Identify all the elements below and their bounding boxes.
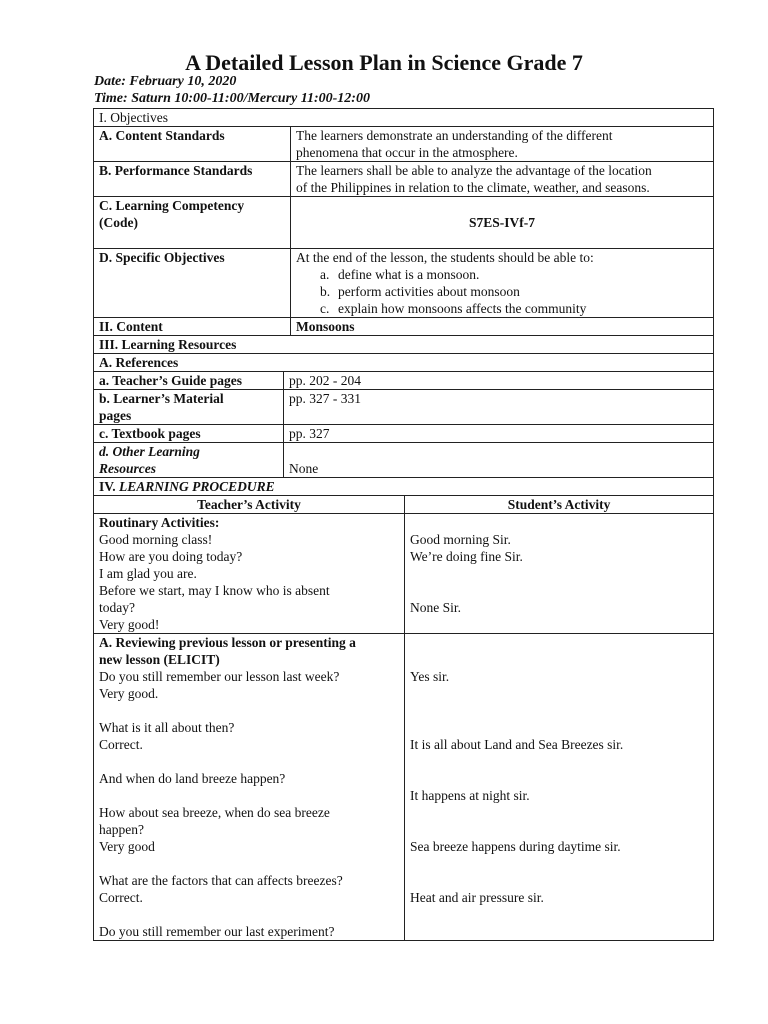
student-line [410, 753, 708, 770]
teacher-line: What is it all about then? [99, 720, 235, 735]
teacher-line [99, 906, 399, 923]
teachers-guide-row [94, 372, 714, 390]
student-line [410, 906, 708, 923]
student-line [410, 804, 708, 821]
textbook-row [94, 425, 714, 443]
competency-label-line: C. Learning Competency [99, 198, 245, 213]
specific-objectives-list [296, 266, 708, 317]
competency-row [94, 197, 714, 249]
content-standards-value [291, 127, 714, 162]
list-marker: c. [320, 301, 330, 316]
elicit-teacher-cell [94, 634, 405, 941]
learners-material-label [94, 390, 284, 425]
teacher-line: today? [99, 600, 135, 615]
student-line: Heat and air pressure sir. [410, 890, 544, 905]
teachers-guide-label: a. Teacher’s Guide pages [94, 372, 284, 390]
teacher-line: Good morning class! [99, 532, 213, 547]
list-marker: a. [320, 267, 330, 282]
content-standards-row [94, 127, 714, 162]
list-item-text: explain how monsoons affects the community [338, 301, 587, 316]
performance-standards-line: of the Philippines in relation to the climate, weather, and seasons. [296, 180, 650, 195]
specific-objectives-row [94, 249, 714, 318]
routinary-label: Routinary Activities: [99, 515, 220, 530]
objectives-heading: I. Objectives [94, 109, 714, 127]
other-resources-label-line: Resources [99, 461, 156, 476]
other-resources-label-line: d. Other Learning [99, 444, 200, 459]
teacher-line: How about sea breeze, when do sea breeze [99, 805, 330, 820]
student-line: None Sir. [410, 600, 462, 615]
performance-standards-label: B. Performance Standards [94, 162, 291, 197]
list-item [320, 283, 708, 300]
teachers-guide-value: pp. 202 - 204 [284, 372, 714, 390]
teacher-line: happen? [99, 822, 144, 837]
other-resources-label [94, 443, 284, 478]
resources-heading-row [94, 336, 714, 354]
content-row [94, 318, 714, 336]
procedure-heading-row [94, 478, 714, 496]
performance-standards-row [94, 162, 714, 197]
performance-standards-value [291, 162, 714, 197]
teacher-line: Correct. [99, 737, 143, 752]
list-marker: b. [320, 284, 331, 299]
student-line: We’re doing fine Sir. [410, 549, 523, 564]
procedure-heading [94, 478, 714, 496]
elicit-row [94, 634, 714, 941]
specific-objectives-value [291, 249, 714, 318]
specific-objectives-intro: At the end of the lesson, the students should be able to: [296, 250, 594, 265]
teacher-line: I am glad you are. [99, 566, 197, 581]
student-line [410, 821, 708, 838]
student-line: It happens at night sir. [410, 788, 530, 803]
lesson-date: Date: February 10, 2020 [94, 74, 237, 89]
textbook-value: pp. 327 [284, 425, 714, 443]
performance-standards-line: The learners shall be able to analyze the advantage of the location [296, 163, 652, 178]
learners-material-row [94, 390, 714, 425]
student-line: Yes sir. [410, 669, 450, 684]
student-line: It is all about Land and Sea Breezes sir. [410, 737, 624, 752]
list-item-text: perform activities about monsoon [338, 284, 520, 299]
resources-heading: III. Learning Resources [94, 336, 714, 354]
student-activity-header: Student’s Activity [405, 496, 714, 514]
learners-material-label-line: b. Learner’s Material [99, 391, 224, 406]
teacher-line: Correct. [99, 890, 143, 905]
routinary-student-cell [405, 514, 714, 634]
teacher-line: Do you still remember our lesson last week? [99, 669, 340, 684]
student-line: Sea breeze happens during daytime sir. [410, 839, 621, 854]
lesson-time: Time: Saturn 10:00-11:00/Mercury 11:00-12:00 [94, 91, 370, 106]
procedure-heading-text: LEARNING PROCEDURE [119, 479, 275, 494]
content-standards-label: A. Content Standards [94, 127, 291, 162]
procedure-heading-number: IV. [99, 479, 120, 494]
student-line [410, 702, 708, 719]
student-line: Good morning Sir. [410, 532, 511, 547]
student-line [410, 514, 708, 531]
student-line [410, 855, 708, 872]
page-title: A Detailed Lesson Plan in Science Grade 7 [185, 50, 583, 75]
content-standards-line: The learners demonstrate an understanding of the different [296, 128, 613, 143]
competency-label [94, 197, 291, 249]
elicit-student-cell [405, 634, 714, 941]
content-standards-line: phenomena that occur in the atmosphere. [296, 145, 518, 160]
teacher-line [99, 702, 399, 719]
routinary-row [94, 514, 714, 634]
elicit-label-line: new lesson (ELICIT) [99, 652, 220, 667]
student-line [410, 634, 708, 651]
student-line [410, 770, 708, 787]
competency-label-line: (Code) [99, 215, 138, 230]
teacher-line: Very good. [99, 686, 159, 701]
student-line [410, 719, 708, 736]
teacher-line: Before we start, may I know who is absent [99, 583, 330, 598]
other-resources-row [94, 443, 714, 478]
teacher-line [99, 753, 399, 770]
teacher-line: Do you still remember our last experiment? [99, 924, 335, 939]
teacher-line: Very good [99, 839, 155, 854]
textbook-label: c. Textbook pages [94, 425, 284, 443]
lesson-plan-table [93, 108, 714, 941]
teacher-line [99, 855, 399, 872]
specific-objectives-label: D. Specific Objectives [94, 249, 291, 318]
teacher-activity-header: Teacher’s Activity [94, 496, 405, 514]
student-line [410, 872, 708, 889]
student-line [410, 685, 708, 702]
student-line [410, 651, 708, 668]
teacher-line [99, 787, 399, 804]
competency-code: S7ES-IVf-7 [291, 197, 714, 249]
teacher-line: And when do land breeze happen? [99, 771, 286, 786]
teacher-line: What are the factors that can affects breezes? [99, 873, 343, 888]
list-item-text: define what is a monsoon. [338, 267, 480, 282]
list-item [320, 266, 708, 283]
teacher-line: Very good! [99, 617, 160, 632]
other-resources-value: None [284, 443, 714, 478]
references-label: A. References [94, 354, 714, 372]
list-item [320, 300, 708, 317]
objectives-heading-row [94, 109, 714, 127]
student-line [410, 565, 708, 582]
activity-header-row [94, 496, 714, 514]
learners-material-value: pp. 327 - 331 [284, 390, 714, 425]
learners-material-label-line: pages [99, 408, 132, 423]
content-label: II. Content [94, 318, 291, 336]
routinary-teacher-cell [94, 514, 405, 634]
content-value: Monsoons [291, 318, 714, 336]
teacher-line: How are you doing today? [99, 549, 243, 564]
student-line [410, 582, 708, 599]
references-row [94, 354, 714, 372]
elicit-label-line: A. Reviewing previous lesson or presenting a [99, 635, 356, 650]
